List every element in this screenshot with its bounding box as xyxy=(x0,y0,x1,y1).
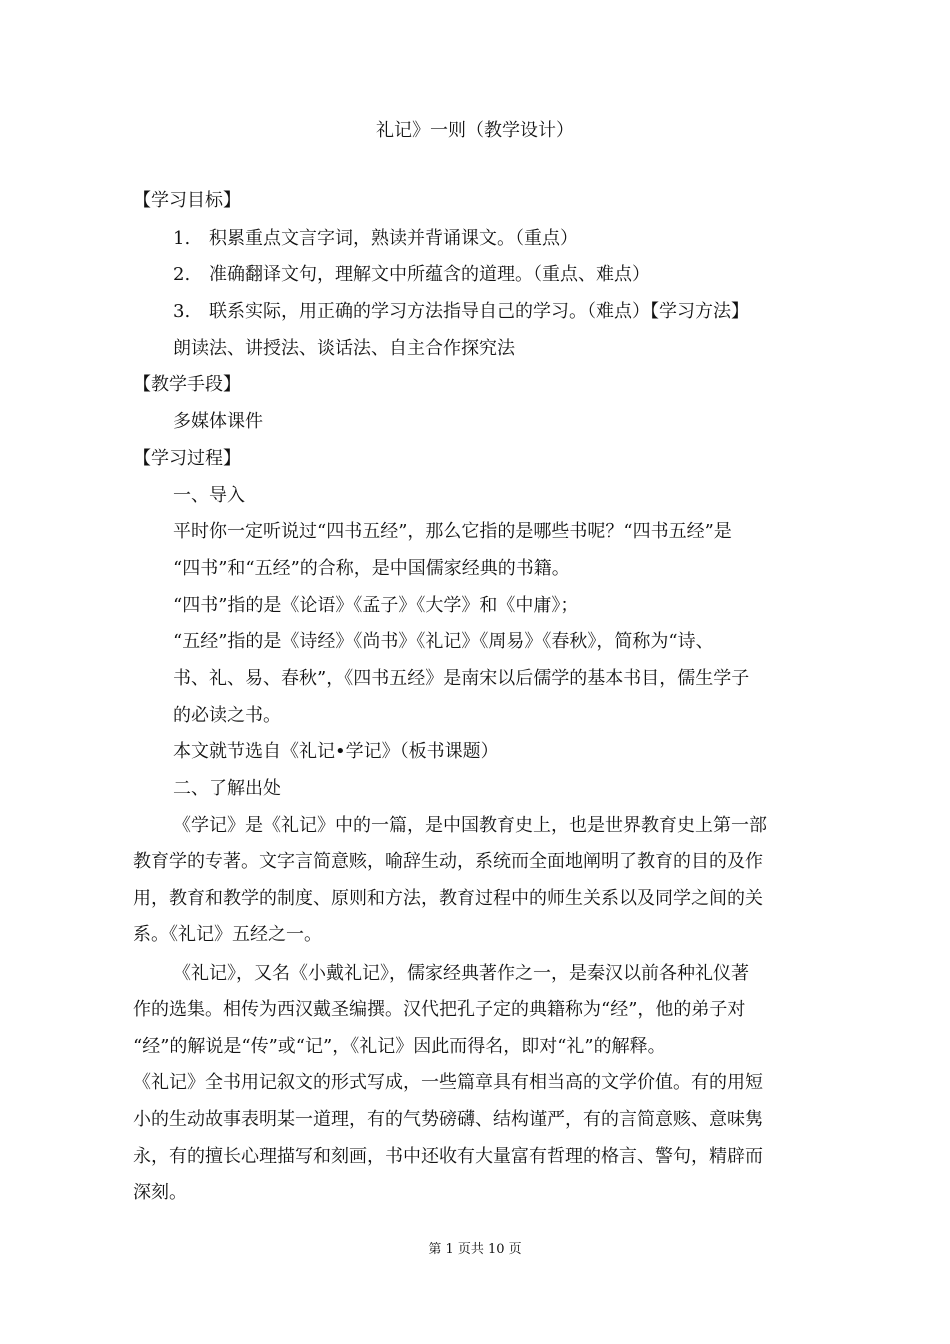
body-line: 书、礼、易、春秋”，《四书五经》是南宋以后儒学的基本书目，儒生学子 xyxy=(173,668,750,689)
goal-text-1: 积累重点文言字词，熟读并背诵课文。（重点） xyxy=(209,228,578,249)
body-line: 平时你一定听说过“四书五经”，那么它指的是哪些书呢？“四书五经”是 xyxy=(173,521,732,542)
teaching-means-text: 多媒体课件 xyxy=(173,411,263,432)
learning-methods-text: 朗读法、讲授法、谈话法、自主合作探究法 xyxy=(173,338,515,359)
body-line: 用，教育和教学的制度、原则和方法，教育过程中的师生关系以及同学之间的关 xyxy=(133,888,763,909)
body-line: 深刻。 xyxy=(133,1182,187,1203)
body-line: “经”的解说是“传”或“记”，《礼记》因此而得名，即对“礼”的解释。 xyxy=(133,1036,666,1057)
page-footer: 第 1 页共 10 页 xyxy=(428,1242,522,1257)
body-line: 《学记》是《礼记》中的一篇，是中国教育史上，也是世界教育史上第一部 xyxy=(173,815,767,836)
goal-number-3: 3. xyxy=(173,301,191,322)
section-source-heading: 二、了解出处 xyxy=(173,778,281,799)
goal-item-1 xyxy=(173,227,578,251)
heading-learning-goals: 【学习目标】 xyxy=(133,190,241,211)
heading-teaching-means: 【教学手段】 xyxy=(133,374,241,395)
body-line: 的必读之书。 xyxy=(173,705,281,726)
goal-text-3: 联系实际，用正确的学习方法指导自己的学习。（难点）【学习方法】 xyxy=(209,301,749,322)
body-line: 《礼记》全书用记叙文的形式写成，一些篇章具有相当高的文学价值。有的用短 xyxy=(133,1072,763,1093)
heading-learning-process: 【学习过程】 xyxy=(133,448,241,469)
goal-number-2: 2. xyxy=(173,264,191,285)
body-line: “四书”和“五经”的合称，是中国儒家经典的书籍。 xyxy=(173,558,570,579)
body-line: 教育学的专著。文字言简意赅，喻辞生动，系统而全面地阐明了教育的目的及作 xyxy=(133,851,763,872)
body-line: 作的选集。相传为西汉戴圣编撰。汉代把孔子定的典籍称为“经”，他的弟子对 xyxy=(133,999,746,1020)
goal-item-3 xyxy=(173,300,749,324)
body-line: “四书”指的是《论语》《孟子》《大学》和《中庸》； xyxy=(173,595,579,616)
body-line: “五经”指的是《诗经》《尚书》《礼记》《周易》《春秋》，简称为“诗、 xyxy=(173,631,714,652)
goal-text-2: 准确翻译文句，理解文中所蕴含的道理。（重点、难点） xyxy=(209,264,650,285)
goal-number-1: 1. xyxy=(173,228,191,249)
document-title: 礼记》一则（教学设计） xyxy=(376,120,574,141)
body-line: 小的生动故事表明某一道理，有的气势磅礴、结构谨严，有的言简意赅、意味隽 xyxy=(133,1109,763,1130)
body-line: 系。《礼记》五经之一。 xyxy=(133,924,322,945)
section-intro-heading: 一、导入 xyxy=(173,485,245,506)
goal-item-2 xyxy=(173,263,650,287)
body-line: 本文就节选自《礼记•学记》（板书课题） xyxy=(173,741,499,762)
body-line: 《礼记》，又名《小戴礼记》，儒家经典著作之一，是秦汉以前各种礼仪著 xyxy=(173,963,749,984)
body-line: 永，有的擅长心理描写和刻画，书中还收有大量富有哲理的格言、警句，精辟而 xyxy=(133,1146,763,1167)
